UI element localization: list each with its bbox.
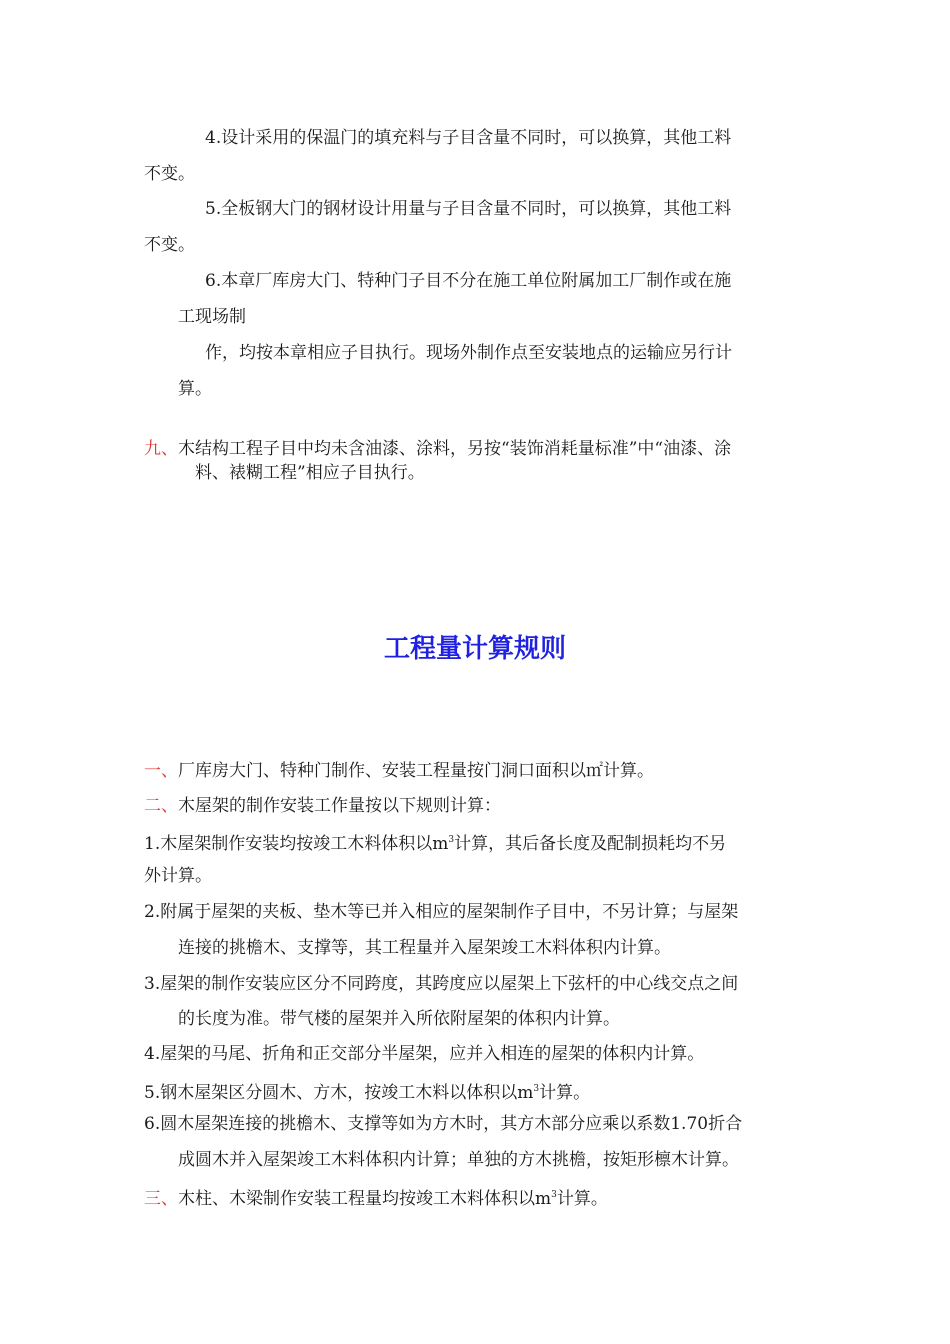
p6-line1: 6.本章厂库房大门、特种门子目不分在施工单位附属加工厂制作或在施 <box>205 271 732 291</box>
section-title: 工程量计算规则 <box>383 634 566 664</box>
rule3-superscript: 3 <box>551 1190 557 1200</box>
sub3-line2: 的长度为准。带气楼的屋架并入所依附屋架的体积内计算。 <box>178 1009 620 1029</box>
rule2-text: 木屋架的制作安装工作量按以下规则计算： <box>178 796 501 816</box>
rule3-text-b: 计算。 <box>556 1189 608 1209</box>
sub2-line1: 2.附属于屋架的夹板、垫木等已并入相应的屋架制作子目中，不另计算；与屋架 <box>144 902 739 922</box>
sub6-line2: 成圆木并入屋架竣工木料体积内计算；单独的方木挑檐，按矩形檩木计算。 <box>178 1150 739 1170</box>
item9-line2: 料、裱糊工程”相应子目执行。 <box>195 463 425 483</box>
rule1-marker: 一、 <box>144 761 178 781</box>
rule2 <box>144 795 501 817</box>
p4-line1: 4.设计采用的保温门的填充料与子目含量不同时，可以换算，其他工料 <box>205 128 732 148</box>
sub6-line1: 6.圆木屋架连接的挑檐木、支撑等如为方木时，其方木部分应乘以系数1.70折合 <box>144 1114 743 1134</box>
item9-marker: 九、 <box>144 439 178 459</box>
sub5-text-b: 计算。 <box>539 1083 591 1103</box>
rule3-text-a: 木柱、木梁制作安装工程量均按竣工木料体积以m <box>178 1189 552 1209</box>
sub4-line1: 4.屋架的马尾、折角和正交部分半屋架，应并入相连的屋架的体积内计算。 <box>144 1044 705 1064</box>
sub2-line2: 连接的挑檐木、支撑等，其工程量并入屋架竣工木料体积内计算。 <box>178 938 671 958</box>
p6-line4: 算。 <box>178 379 212 399</box>
sub1-line1 <box>144 829 726 855</box>
sub1-line2: 外计算。 <box>144 866 212 886</box>
sub1-superscript: 3 <box>448 835 455 845</box>
p4-line2: 不变。 <box>144 164 195 184</box>
sub5-superscript: 3 <box>533 1084 540 1094</box>
rule1-text: 厂库房大门、特种门制作、安装工程量按门洞口面积以㎡计算。 <box>178 761 654 781</box>
sub1-text-b: 计算，其后备长度及配制损耗均不另 <box>454 834 727 854</box>
sub5-line1 <box>144 1078 590 1104</box>
rule3-marker: 三、 <box>144 1189 178 1209</box>
item9-text: 木结构工程子目中均未含油漆、涂料，另按“装饰消耗量标准”中“油漆、涂 <box>178 439 732 459</box>
p5-line2: 不变。 <box>144 235 195 255</box>
p6-line3: 作，均按本章相应子目执行。现场外制作点至安装地点的运输应另行计 <box>205 343 732 363</box>
p5-line1: 5.全板钢大门的钢材设计用量与子目含量不同时，可以换算，其他工料 <box>205 199 732 219</box>
rule2-marker: 二、 <box>144 796 178 816</box>
p6-line2: 工现场制 <box>178 307 246 327</box>
sub3-line1: 3.屋架的制作安装应区分不同跨度，其跨度应以屋架上下弦杆的中心线交点之间 <box>144 974 739 994</box>
item9-line1 <box>144 438 731 460</box>
rule3 <box>144 1184 608 1210</box>
sub5-text-a: 5.钢木屋架区分圆木、方木，按竣工木料以体积以m <box>144 1083 534 1103</box>
sub1-text-a: 1.木屋架制作安装均按竣工木料体积以m <box>144 834 449 854</box>
rule1 <box>144 760 654 782</box>
